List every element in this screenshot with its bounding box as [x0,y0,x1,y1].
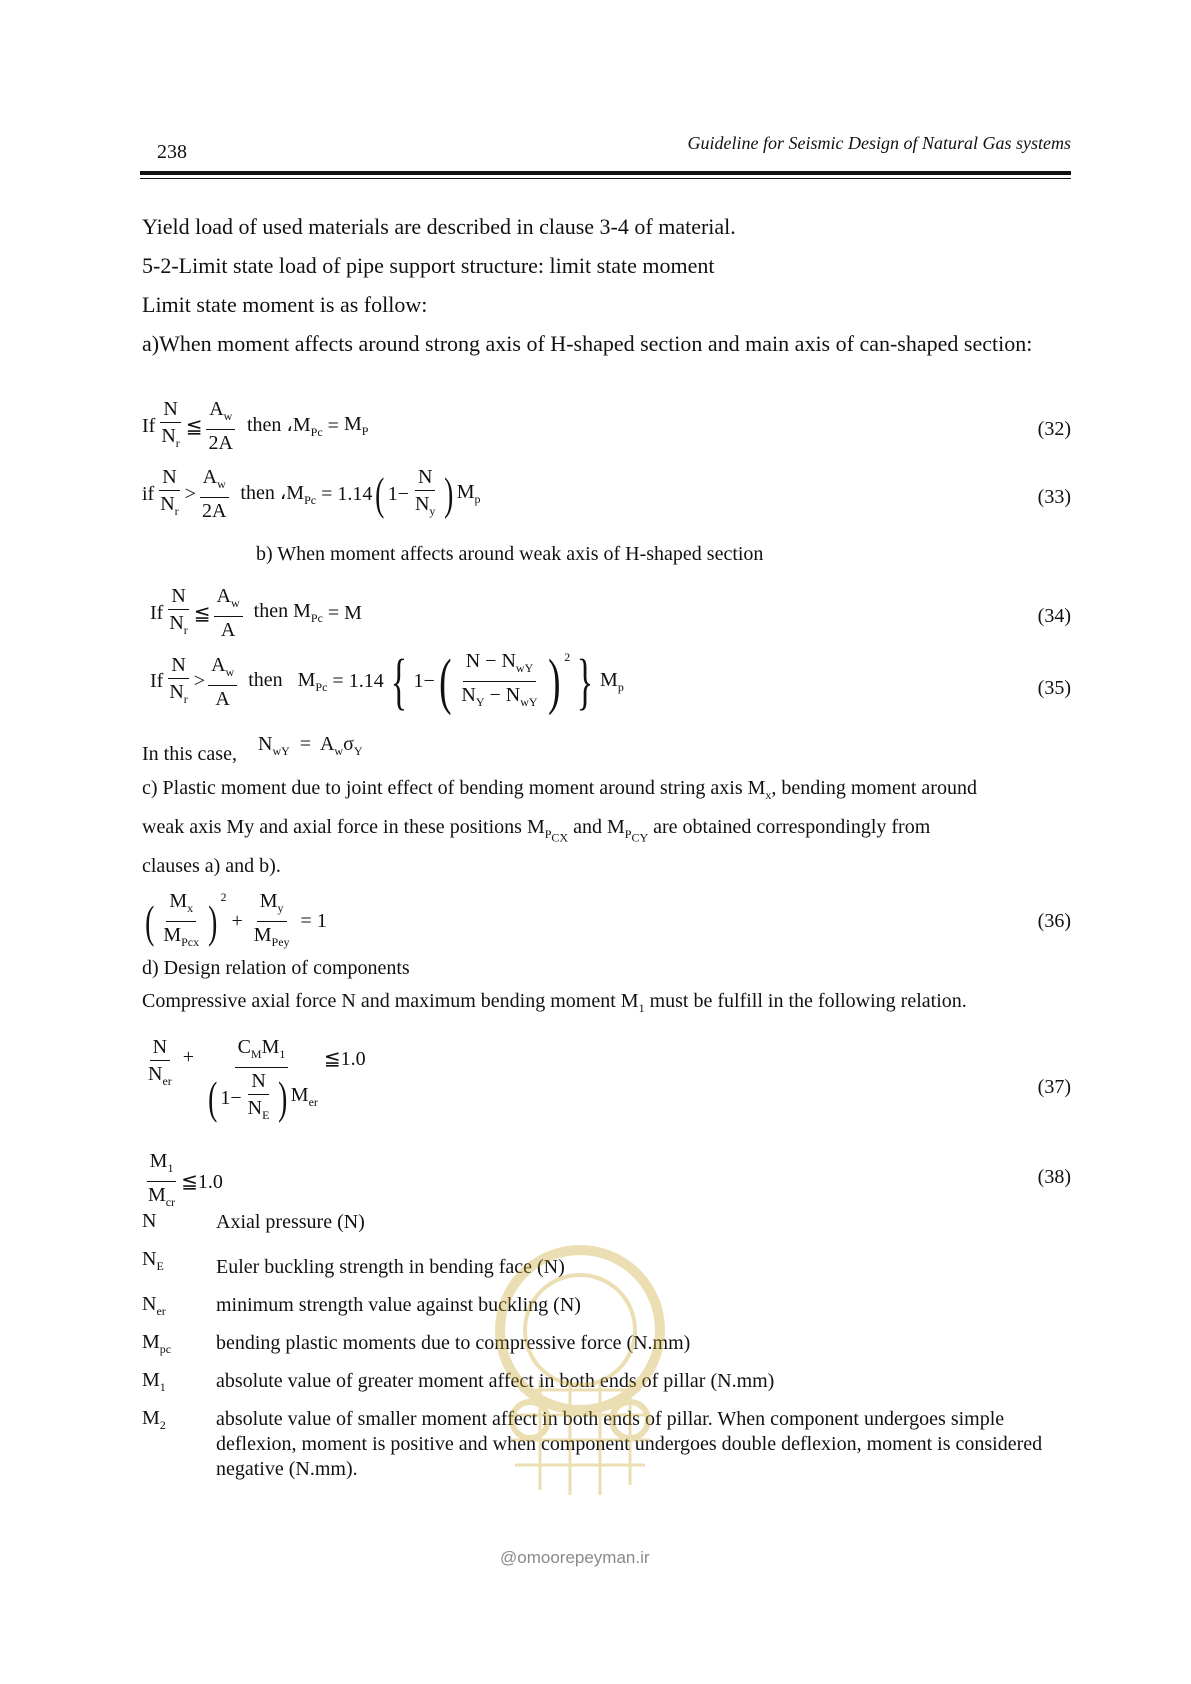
legend-symbol-mpc: $M_{pc}$ [142,1331,172,1356]
paragraph-case-b: b) When moment affects around weak axis of H-shaped section [256,543,764,565]
paragraph-case-c-line3: clauses a) and b). [142,855,281,877]
header-rule-thin [140,178,1071,179]
header-rule-thick [140,171,1071,175]
equation-number-32: (32) [1037,418,1071,440]
legend-symbol-m2: $M_2$ [142,1407,166,1432]
paragraph-section-title: 5-2-Limit state load of pipe support structure: limit state moment [142,253,715,278]
equation-35: If $\frac{N}{N_r}$ > $\frac{A_w}{A}$ then $M_{Pc}$ = 1.14 { 1− ( $\frac{N - N_{wY}}{N_Y - N_{wY}}$ ) 2 } $M_p$ [150,647,624,716]
equation-34: If $\frac{N}{N_r}$ ≦ $\frac{A_w}{A}$ then $M_{Pc}$ = M [150,585,362,641]
paragraph-case-d-title: d) Design relation of components [142,957,410,979]
equation-nwy: $N_{wY} = A_w\sigma_Y$ [258,733,363,758]
equation-number-34: (34) [1037,605,1071,627]
page-number: 238 [157,141,187,163]
paragraph-case-a: a)When moment affects around strong axis of H-shaped section and main axis of can-shaped section: [142,331,1033,356]
equation-number-36: (36) [1037,910,1071,932]
watermark-logo [460,1240,700,1500]
paragraph-case-c-line1: c) Plastic moment due to joint effect of bending moment around string axis $M_x$, bending moment around [142,777,977,802]
legend-symbol-n: N [142,1210,157,1232]
equation-number-37: (37) [1037,1076,1071,1098]
legend-symbol-m1: $M_1$ [142,1369,166,1394]
in-this-case-label: In this case, [142,743,237,765]
equation-38: $\frac{M_1}{M_{cr}}$ ≦1.0 [148,1150,223,1209]
legend-text-m2: absolute value of smaller moment affect in both ends of pillar. When component undergoes simple deflexion, moment is positive and when component undergoes double deflexion, moment is considered negative (N.mm). [216,1408,1043,1480]
paragraph-case-d-line: Compressive axial force N and maximum bending moment $M_1$ must be fulfill in the following relation. [142,990,967,1015]
legend-text-ne: Euler buckling strength in bending face (N) [216,1256,565,1278]
paragraph-limit-state: Limit state moment is as follow: [142,292,428,317]
legend-symbol-ner: $N_{er}$ [142,1293,166,1318]
equation-33: if $\frac{N}{N_r}$ > $\frac{A_w}{2A}$ then $،M_{Pc}$ = 1.14 ( 1− $\frac{N}{N_y}$ ) $M_p$ [142,466,481,522]
legend-text-mpc: bending plastic moments due to compressive force (N.mm) [216,1332,691,1354]
legend-text-m1: absolute value of greater moment affect in both ends of pillar (N.mm) [216,1370,775,1392]
equation-36: ( $\frac{M_x}{M_{Pcx}}$ ) 2 + $\frac{M_y}{M_{Pey}}$ = 1 [145,890,327,949]
legend-text-n: Axial pressure (N) [216,1211,365,1233]
equation-number-35: (35) [1037,677,1071,699]
equation-37: $\frac{N}{N_{er}}$ + $C_MM_1$ ( 1− $\frac{N}{N_E}$ ) $M_{er}$ ≦1.0 [148,1036,366,1123]
legend-symbol-ne: $N_E$ [142,1248,164,1273]
equation-number-38: (38) [1037,1166,1071,1188]
watermark-site: @omoorepeyman.ir [500,1548,650,1567]
legend-text-ner: minimum strength value against buckling (N) [216,1294,581,1316]
paragraph-case-c-line2: weak axis My and axial force in these positions $M_{P_{CX}}$ and $M_{P_{CY}}$ are obtained correspondingly from [142,816,931,845]
equation-32: If $\frac{N}{N_r}$ ≦ $\frac{A_w}{2A}$ then $،M_{Pc}$ = $M_P$ [142,398,369,454]
running-title: Guideline for Seismic Design of Natural Gas systems [687,133,1071,153]
paragraph-yield-load: Yield load of used materials are described in clause 3-4 of material. [142,214,736,239]
equation-number-33: (33) [1037,486,1071,508]
